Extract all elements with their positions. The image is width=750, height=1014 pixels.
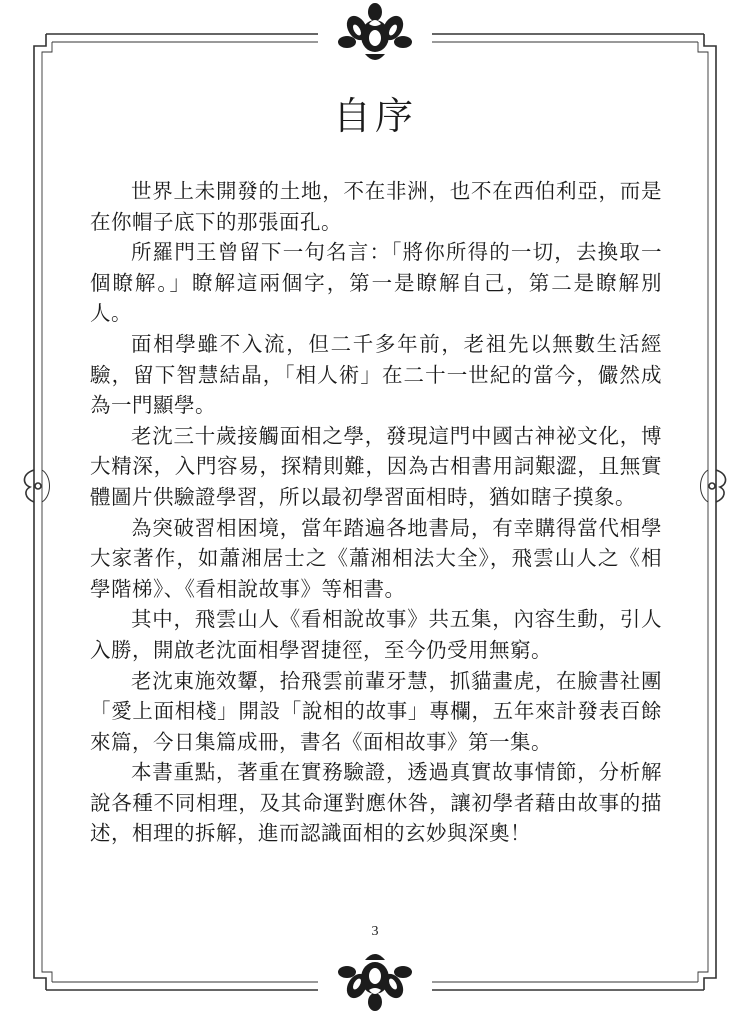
preface-body (90, 176, 662, 849)
floral-ornament-icon (335, 2, 415, 68)
paragraph: 為突破習相困境，當年踏遍各地書局，有幸購得當代相學大家著作，如蕭湘居士之《蕭湘相法大全》，飛雲山人之《相學階梯》、《看相說故事》等相書。 (90, 515, 662, 601)
page-title: 自序 (332, 94, 417, 138)
paragraph: 面相學雖不入流，但二千多年前，老祖先以無數生活經驗，留下智慧結晶，「相人術」在二十一世紀的當今，儼然成為一門顯學。 (90, 331, 662, 418)
paragraph: 所羅門王曾留下一句名言：「將你所得的一切，去換取一個瞭解。」瞭解這兩個字，第一是瞭解自己，第二是瞭解別人。 (90, 240, 662, 326)
paragraph: 老沈東施效顰，拾飛雲前輩牙慧，抓貓畫虎，在臉書社團「愛上面相棧」開設「說相的故事」專欄，五年來計發表百餘來篇，今日集篇成冊，書名《面相故事》第一集。 (90, 668, 662, 754)
paragraph: 世界上未開發的土地，不在非洲，也不在西伯利亞，而是在你帽子底下的那張面孔。 (90, 179, 662, 234)
paragraph: 其中，飛雲山人《看相說故事》共五集，內容生動，引人入勝，開啟老沈面相學習捷徑，至今仍受用無窮。 (90, 607, 662, 662)
floral-ornament-icon (335, 946, 415, 1012)
paragraph: 老沈三十歲接觸面相之學，發現這門中國古神祕文化，博大精深，入門容易，探精則難，因為古相書用詞艱澀，且無實體圖片供驗證學習，所以最初學習面相時，猶如瞎子摸象。 (90, 423, 662, 509)
page-number: 3 (371, 924, 379, 939)
paragraph: 本書重點，著重在實務驗證，透過真實故事情節，分析解說各種不同相理，及其命運對應休咎，讓初學者藉由故事的描述，相理的拆解，進而認識面相的玄妙與深奧！ (90, 760, 662, 846)
